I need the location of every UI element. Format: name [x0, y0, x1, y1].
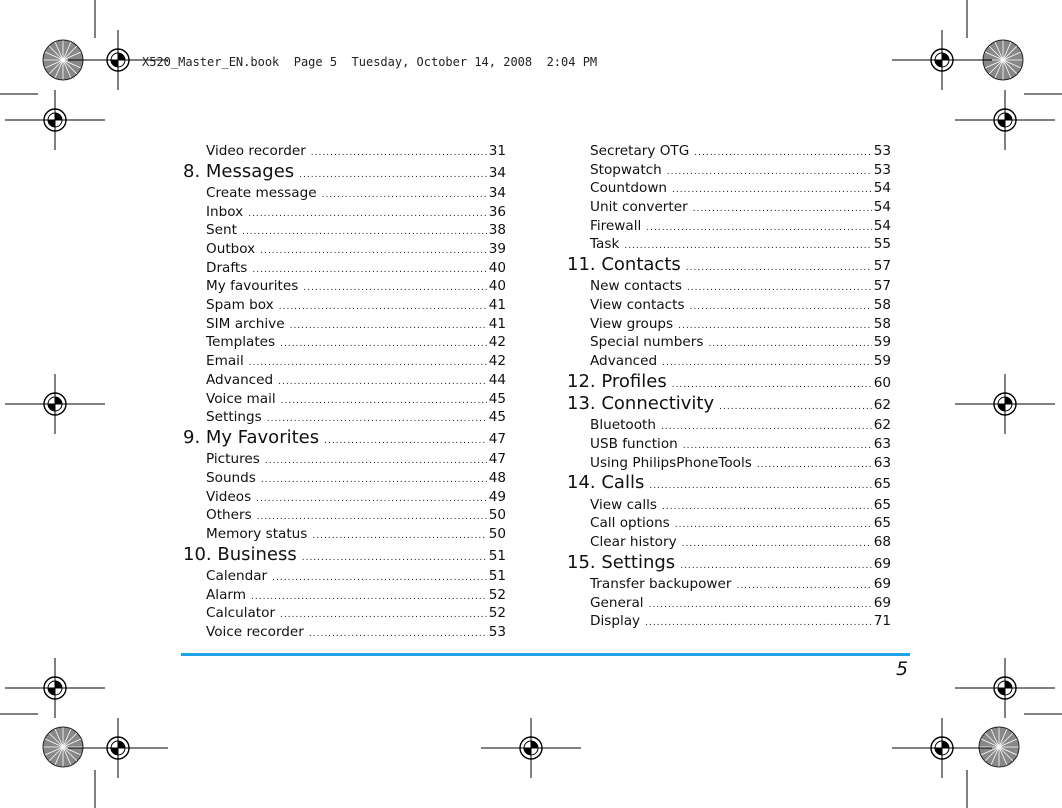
- dot-leader: [694, 144, 871, 163]
- toc-entry: [183, 450, 506, 469]
- toc-entry: [567, 235, 891, 254]
- toc-entry: [567, 594, 891, 613]
- toc-entry-page: 53: [873, 143, 891, 159]
- toc-entry-label: Sounds: [206, 469, 256, 486]
- toc-entry-page: 69: [873, 594, 891, 611]
- toc-entry: [183, 352, 506, 371]
- toc-entry-page: 63: [873, 454, 891, 471]
- toc-entry-label: Firewall: [590, 217, 642, 234]
- toc-entry-label: 12. Profiles: [567, 370, 667, 392]
- toc-entry-label: Unit converter: [590, 199, 688, 216]
- toc-entry-page: 36: [488, 203, 506, 220]
- toc-entry-label: Video recorder: [206, 143, 306, 159]
- dot-leader: [645, 614, 872, 633]
- toc-entry: [567, 217, 891, 236]
- toc-entry-label: Calendar: [206, 567, 268, 584]
- dot-leader: [278, 373, 487, 392]
- toc-entry-label: Outbox: [206, 241, 256, 258]
- toc-entry: [567, 416, 891, 435]
- toc-entry-label: Settings: [206, 409, 262, 426]
- toc-entry-label: SIM archive: [206, 315, 285, 332]
- toc-entry-label: New contacts: [590, 278, 682, 295]
- toc-entry-page: 50: [488, 525, 506, 542]
- toc-entry: [567, 142, 891, 161]
- toc-entry: [567, 277, 891, 296]
- dot-leader: [309, 625, 487, 644]
- page-number: 5: [896, 658, 909, 680]
- toc-entry-page: 54: [873, 217, 891, 234]
- dot-leader: [272, 569, 487, 588]
- toc-entry: [183, 408, 506, 427]
- toc-entry-label: Clear history: [590, 534, 677, 551]
- toc-entry-page: 59: [873, 353, 891, 370]
- toc-entry: [183, 315, 506, 334]
- toc-entry: [183, 296, 506, 315]
- toc-entry-page: 41: [488, 315, 506, 332]
- toc-entry: [183, 567, 506, 586]
- toc-entry-label: Others: [206, 507, 252, 524]
- toc-entry: [183, 142, 506, 161]
- toc-entry-page: 62: [873, 397, 891, 414]
- dot-leader: [667, 163, 872, 182]
- dot-leader: [680, 556, 872, 577]
- toc-entry-page: 65: [873, 496, 891, 513]
- dot-leader: [649, 596, 872, 615]
- toc-entry-label: 15. Settings: [567, 551, 676, 573]
- toc-entry-page: 54: [873, 199, 891, 216]
- toc-entry-page: 42: [488, 334, 506, 351]
- toc-entry-page: 57: [873, 278, 891, 295]
- dot-leader: [324, 431, 487, 452]
- toc-entry-page: 53: [873, 161, 891, 178]
- toc-entry: [183, 221, 506, 240]
- toc-section-entry: [183, 162, 506, 183]
- dot-leader: [719, 397, 872, 418]
- dot-leader: [256, 490, 487, 509]
- dot-leader: [737, 577, 872, 596]
- toc-entry-page: 48: [488, 469, 506, 486]
- toc-entry-page: 45: [488, 390, 506, 407]
- toc-entry: [183, 277, 506, 296]
- toc-entry-page: 59: [873, 334, 891, 351]
- toc-left-column: [183, 142, 506, 642]
- toc-entry-label: Advanced: [590, 353, 658, 370]
- dot-leader: [687, 279, 872, 298]
- toc-entry-label: Transfer backupower: [590, 576, 732, 593]
- toc-entry-page: 65: [873, 515, 891, 532]
- toc-entry-page: 53: [488, 623, 506, 640]
- dot-leader: [661, 418, 872, 437]
- toc-entry-label: Templates: [206, 334, 276, 351]
- toc-entry: [567, 533, 891, 552]
- toc-section-entry: [567, 553, 891, 574]
- dot-leader: [302, 548, 487, 569]
- toc-entry: [567, 296, 891, 315]
- dot-leader: [708, 335, 871, 354]
- toc-entry-page: 44: [488, 371, 506, 388]
- toc-entry: [183, 586, 506, 605]
- toc-entry-page: 39: [488, 241, 506, 258]
- dot-leader: [649, 476, 871, 497]
- toc-entry: [567, 352, 891, 371]
- toc-entry: [183, 240, 506, 259]
- toc-section-entry: [567, 473, 891, 494]
- dot-leader: [242, 223, 487, 242]
- toc-entry: [567, 454, 891, 473]
- dot-leader: [322, 186, 487, 205]
- toc-entry-label: USB function: [590, 436, 678, 453]
- toc-entry: [183, 371, 506, 390]
- toc-entry-label: 9. My Favorites: [183, 426, 320, 448]
- toc-entry-label: 13. Connectivity: [567, 393, 715, 415]
- toc-entry-label: Special numbers: [590, 334, 704, 351]
- toc-entry-label: Memory status: [206, 525, 308, 542]
- toc-entry-page: 63: [873, 436, 891, 453]
- toc-entry-page: 49: [488, 488, 506, 505]
- toc-entry-page: 65: [873, 476, 891, 493]
- toc-entry: [567, 315, 891, 334]
- dot-leader: [312, 527, 486, 546]
- dot-leader: [261, 471, 487, 490]
- toc-section-entry: [183, 428, 506, 449]
- toc-entry: [183, 203, 506, 222]
- toc-section-entry: [567, 394, 891, 415]
- toc-entry: [183, 525, 506, 544]
- toc-entry-page: 69: [873, 576, 891, 593]
- toc-entry-page: 47: [488, 451, 506, 468]
- toc-entry-page: 58: [873, 297, 891, 314]
- dot-leader: [281, 392, 487, 411]
- toc-entry-page: 40: [488, 259, 506, 276]
- toc-entry-page: 71: [873, 613, 891, 630]
- toc-entry-label: Task: [590, 236, 620, 253]
- toc-entry-label: Countdown: [590, 180, 668, 197]
- toc-entry-label: Email: [206, 353, 244, 370]
- dot-leader: [251, 588, 487, 607]
- toc-entry: [183, 390, 506, 409]
- dot-leader: [678, 317, 872, 336]
- toc-entry-page: 45: [488, 409, 506, 426]
- dot-leader: [260, 242, 486, 261]
- dot-leader: [672, 181, 872, 200]
- dot-leader: [290, 317, 487, 336]
- toc-entry-page: 41: [488, 297, 506, 314]
- toc-entry-label: Secretary OTG: [590, 143, 690, 159]
- toc-entry-label: View groups: [590, 315, 674, 332]
- dot-leader: [265, 452, 487, 471]
- toc-entry-page: 54: [873, 180, 891, 197]
- toc-entry-page: 52: [488, 586, 506, 603]
- toc-section-entry: [183, 545, 506, 566]
- toc-entry-page: 55: [873, 236, 891, 253]
- toc-entry-label: 10. Business: [183, 543, 297, 565]
- toc-right-column: [567, 142, 891, 631]
- toc-entry: [567, 179, 891, 198]
- toc-entry: [567, 612, 891, 631]
- toc-entry-label: Stopwatch: [590, 161, 662, 178]
- toc-entry-page: 69: [873, 555, 891, 572]
- toc-entry-label: Calculator: [206, 605, 276, 622]
- toc-entry-page: 34: [488, 184, 506, 201]
- toc-section-entry: [567, 255, 891, 276]
- toc-entry-page: 68: [873, 534, 891, 551]
- toc-entry: [183, 184, 506, 203]
- toc-entry-label: Inbox: [206, 203, 244, 220]
- dot-leader: [249, 354, 487, 373]
- dot-leader: [279, 298, 487, 317]
- toc-entry-label: Spam box: [206, 297, 274, 314]
- dot-leader: [675, 516, 872, 535]
- toc-entry-label: View contacts: [590, 297, 685, 314]
- toc-entry: [183, 333, 506, 352]
- dot-leader: [646, 219, 871, 238]
- toc-entry: [183, 506, 506, 525]
- toc-entry: [183, 488, 506, 507]
- toc-entry: [567, 333, 891, 352]
- toc-entry-label: Bluetooth: [590, 417, 656, 434]
- toc-entry-page: 62: [873, 417, 891, 434]
- toc-entry-page: 51: [488, 547, 506, 564]
- footer-rule: [181, 653, 910, 656]
- toc-entry-page: 58: [873, 315, 891, 332]
- toc-entry-page: 38: [488, 222, 506, 239]
- toc-entry-page: 51: [488, 567, 506, 584]
- toc-entry-page: 40: [488, 278, 506, 295]
- toc-entry-page: 57: [873, 258, 891, 275]
- toc-entry-label: 14. Calls: [567, 472, 645, 494]
- toc-entry: [183, 623, 506, 642]
- dot-leader: [280, 335, 487, 354]
- toc-entry-label: Display: [590, 613, 641, 630]
- toc-entry: [567, 496, 891, 515]
- toc-entry: [567, 435, 891, 454]
- toc-entry: [183, 469, 506, 488]
- toc-section-entry: [567, 372, 891, 393]
- dot-leader: [248, 205, 486, 224]
- running-head: X520_Master_EN.book Page 5 Tuesday, October 14, 2008 2:04 PM: [142, 55, 598, 69]
- dot-leader: [686, 258, 872, 279]
- toc-entry: [567, 161, 891, 180]
- toc-entry: [567, 514, 891, 533]
- toc-entry-page: 47: [488, 430, 506, 447]
- toc-entry-page: 60: [873, 374, 891, 391]
- toc-entry-label: Sent: [206, 222, 237, 239]
- dot-leader: [693, 200, 872, 219]
- dot-leader: [757, 456, 872, 475]
- dot-leader: [311, 144, 487, 163]
- toc-entry-page: 52: [488, 605, 506, 622]
- toc-entry-label: Create message: [206, 184, 317, 201]
- toc-entry-page: 42: [488, 353, 506, 370]
- toc-entry-label: 11. Contacts: [567, 254, 681, 276]
- toc-entry-label: General: [590, 594, 644, 611]
- toc-entry: [567, 575, 891, 594]
- toc-entry-label: My favourites: [206, 278, 299, 295]
- toc-entry: [183, 604, 506, 623]
- toc-entry-label: Call options: [590, 515, 670, 532]
- toc-entry-page: 31: [488, 143, 506, 159]
- dot-leader: [303, 279, 486, 298]
- toc-entry-label: Drafts: [206, 259, 248, 276]
- toc-entry-label: Voice recorder: [206, 623, 304, 640]
- dot-leader: [662, 498, 872, 517]
- toc-entry-label: Advanced: [206, 371, 274, 388]
- dot-leader: [280, 606, 487, 625]
- toc-entry-label: 8. Messages: [183, 160, 295, 182]
- dot-leader: [690, 298, 872, 317]
- dot-leader: [682, 535, 872, 554]
- toc-entry-page: 50: [488, 507, 506, 524]
- dot-leader: [662, 354, 872, 373]
- dot-leader: [299, 165, 487, 186]
- toc-entry-page: 34: [488, 164, 506, 181]
- toc-entry-label: View calls: [590, 496, 658, 513]
- toc-entry-label: Alarm: [206, 586, 246, 603]
- toc-entry: [567, 198, 891, 217]
- toc-entry-label: Using PhilipsPhoneTools: [590, 454, 752, 471]
- toc-entry-label: Voice mail: [206, 390, 276, 407]
- toc-entry: [183, 259, 506, 278]
- toc-entry-label: Pictures: [206, 451, 260, 468]
- toc-entry-label: Videos: [206, 488, 252, 505]
